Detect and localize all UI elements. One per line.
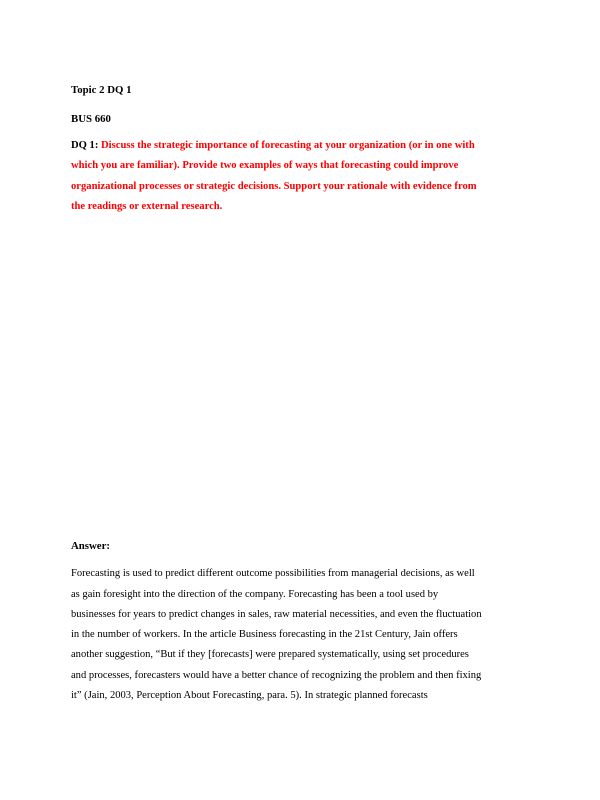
question-line-4: the readings or external research.: [71, 201, 223, 212]
answer-line-3: businesses for years to predict changes in sales, raw material necessities, and even the fluctuation: [71, 609, 482, 620]
course-code: BUS 660: [71, 113, 111, 125]
answer-line-1: Forecasting is used to predict different outcome possibilities from managerial decisions, as well: [71, 568, 475, 579]
answer-line-4: in the number of workers. In the article Business forecasting in the 21st Century, Jain offers: [71, 629, 458, 640]
topic-title: Topic 2 DQ 1: [71, 84, 132, 96]
answer-line-5: another suggestion, “But if they [forecasts] were prepared systematically, using set procedures: [71, 649, 469, 660]
question-line-2: which you are familiar). Provide two examples of ways that forecasting could improve: [71, 160, 459, 171]
question-line-1: [71, 139, 475, 153]
answer-line-2: as gain foresight into the direction of the company. Forecasting has been a tool used by: [71, 589, 439, 600]
question-text-1: Discuss the strategic importance of forecasting at your organization (or in one with: [101, 140, 475, 151]
answer-label: Answer:: [71, 540, 110, 552]
answer-line-6: and processes, forecasters would have a better chance of recognizing the problem and then fixing: [71, 670, 482, 681]
question-line-3: organizational processes or strategic decisions. Support your rationale with evidence from: [71, 181, 477, 192]
answer-line-7: it” (Jain, 2003, Perception About Forecasting, para. 5). In strategic planned forecasts: [71, 690, 428, 701]
question-label: DQ 1:: [71, 140, 99, 151]
